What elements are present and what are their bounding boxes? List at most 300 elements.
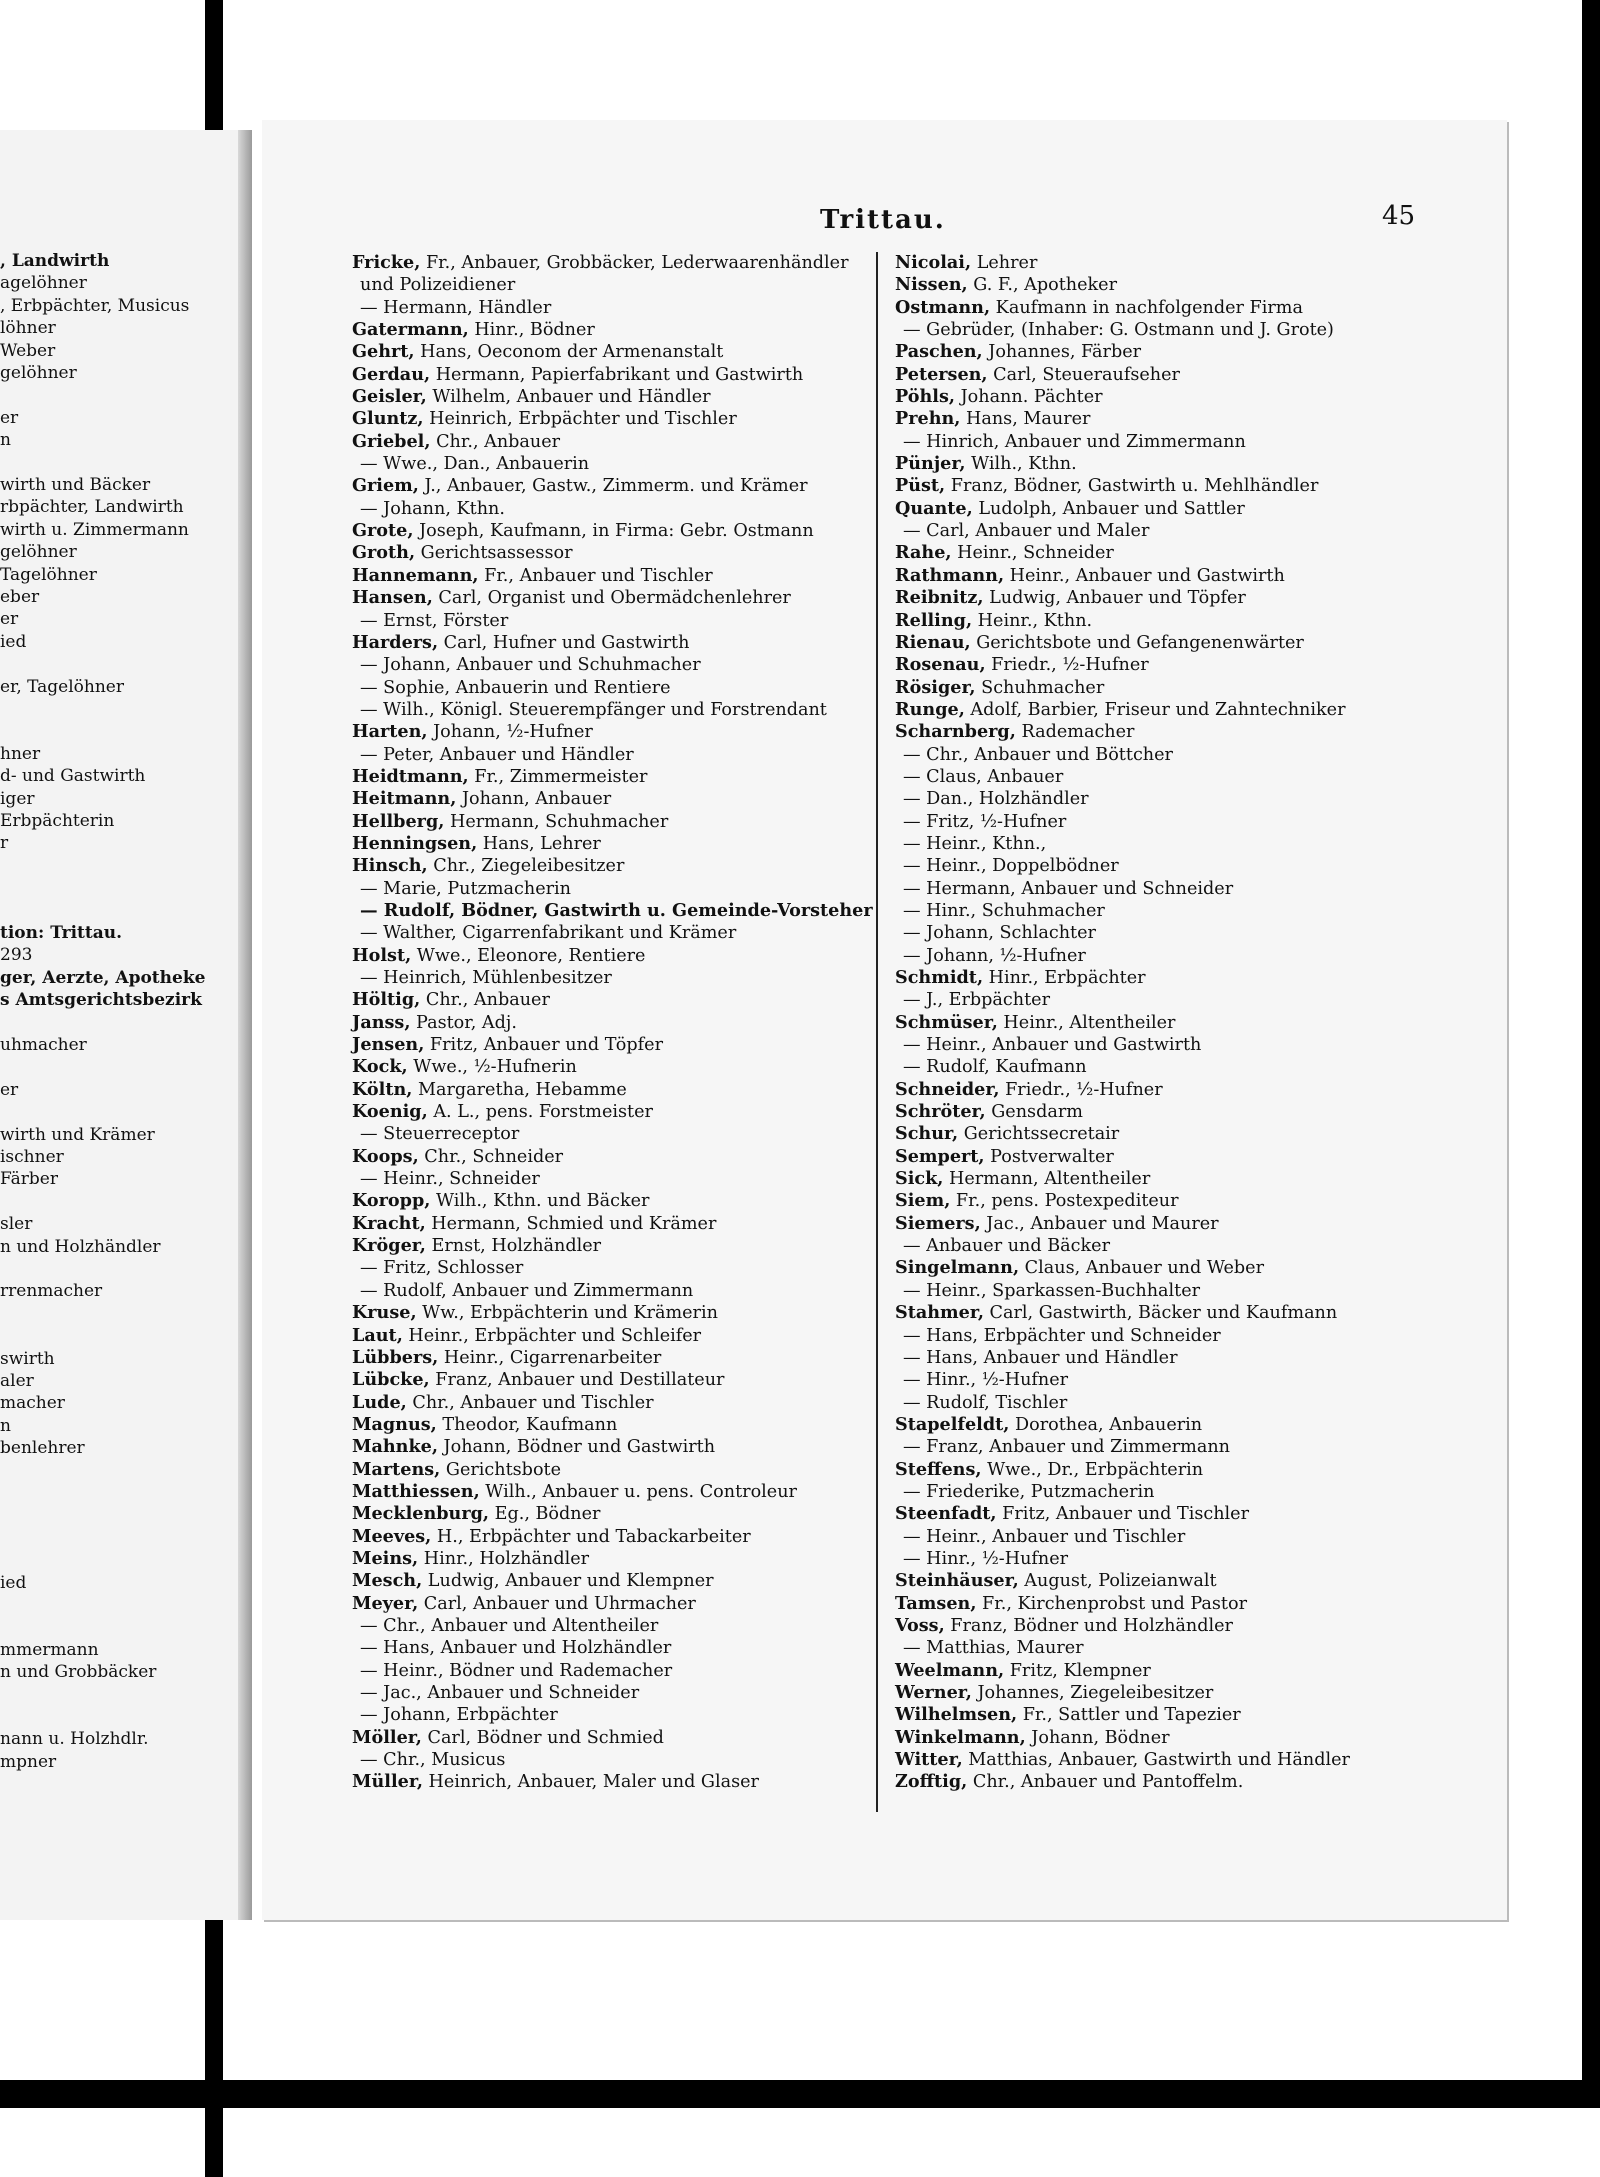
entry-surname: Kock,	[352, 1056, 408, 1078]
left-page-line: Färber	[0, 1169, 58, 1190]
left-page-line: , Erbpächter, Musicus	[0, 295, 190, 316]
entry-details: — J., Erbpächter	[903, 990, 1050, 1011]
entry-details: — Hermann, Anbauer und Schneider	[903, 878, 1234, 899]
entry-details: Ernst, Holzhändler	[425, 1236, 602, 1257]
directory-entry	[352, 297, 872, 319]
directory-entry	[895, 1123, 1415, 1145]
left-page-line: s Amtsgerichtsbezirk	[0, 990, 202, 1011]
entry-surname: Stapelfeldt,	[895, 1413, 1010, 1435]
left-page-line: agelöhner	[0, 273, 87, 294]
entry-surname: Relling,	[895, 609, 973, 631]
directory-entry	[895, 1012, 1415, 1034]
entry-surname: Janss,	[352, 1011, 411, 1033]
left-page-line: n und Grobbäcker	[0, 1662, 157, 1683]
entry-details: Heinr., Erbpächter und Schleifer	[402, 1325, 702, 1346]
directory-entry	[352, 274, 872, 296]
entry-surname: Püst,	[895, 475, 946, 497]
entry-details: — Fritz, Schlosser	[360, 1258, 524, 1279]
directory-entry	[895, 252, 1415, 274]
entry-surname: Quante,	[895, 497, 973, 519]
directory-entry	[352, 1325, 872, 1347]
entry-surname: Pöhls,	[895, 386, 955, 408]
directory-entry	[352, 364, 872, 386]
entry-details: Franz, Bödner, Gastwirth u. Mehlhändler	[945, 476, 1319, 497]
directory-entry	[895, 498, 1415, 520]
entry-surname: Rathmann,	[895, 564, 1005, 586]
directory-entry	[352, 565, 872, 587]
entry-details: Eg., Bödner	[489, 1504, 601, 1525]
left-page-line: benlehrer	[0, 1438, 85, 1459]
entry-surname: Kracht,	[352, 1212, 426, 1234]
entry-details: — Heinr., Anbauer und Gastwirth	[903, 1035, 1202, 1056]
directory-entry	[352, 1637, 872, 1659]
entry-details: Heinr., Cigarrenarbeiter	[438, 1347, 662, 1368]
directory-entry	[895, 1526, 1415, 1548]
entry-surname: Schneider,	[895, 1078, 1000, 1100]
entry-details: — Hans, Anbauer und Holzhändler	[360, 1638, 672, 1659]
directory-entry	[895, 1325, 1415, 1347]
directory-entry	[352, 341, 872, 363]
entry-details: Schuhmacher	[975, 677, 1105, 698]
entry-surname: Jensen,	[352, 1034, 425, 1056]
entry-surname: Winkelmann,	[895, 1726, 1026, 1748]
directory-entry	[352, 1235, 872, 1257]
entry-surname: Rienau,	[895, 631, 971, 653]
entry-details: Fritz, Anbauer und Tischler	[996, 1504, 1249, 1525]
directory-entry	[352, 1749, 872, 1771]
directory-entry	[352, 632, 872, 654]
directory-entry	[352, 1369, 872, 1391]
left-page-line: tion: Trittau.	[0, 923, 123, 943]
entry-details: — Hans, Erbpächter und Schneider	[903, 1325, 1221, 1346]
left-page-line: d- und Gastwirth	[0, 766, 146, 787]
directory-entry	[895, 1190, 1415, 1212]
left-page-line: r	[0, 833, 9, 854]
left-page-line: Erbpächterin	[0, 811, 115, 831]
directory-entry	[352, 520, 872, 542]
left-page-line: er, Tagelöhner	[0, 676, 124, 697]
entry-surname: Magnus,	[352, 1413, 437, 1435]
entry-details: — Friederike, Putzmacherin	[903, 1481, 1155, 1502]
directory-column-1	[352, 252, 872, 1794]
entry-details: Carl, Organist und Obermädchenlehrer	[432, 588, 791, 609]
entry-surname: Rösiger,	[895, 676, 976, 698]
entry-details: Carl, Anbauer und Uhrmacher	[418, 1593, 696, 1614]
entry-details: — Carl, Anbauer und Maler	[903, 521, 1150, 542]
directory-entry	[895, 542, 1415, 564]
entry-details: Ludwig, Anbauer und Klempner	[422, 1571, 714, 1592]
entry-details: — Rudolf, Bödner, Gastwirth u. Gemeinde-Vorsteher	[360, 899, 873, 921]
left-page-line: er	[0, 1079, 19, 1100]
directory-entry	[352, 766, 872, 788]
entry-details: Pastor, Adj.	[410, 1012, 517, 1033]
entry-surname: Wilhelmsen,	[895, 1704, 1018, 1726]
entry-details: Joseph, Kaufmann, in Firma: Gebr. Ostmann	[413, 521, 814, 542]
entry-details: — Johann, Anbauer und Schuhmacher	[360, 655, 701, 676]
entry-surname: Schmidt,	[895, 967, 984, 988]
entry-surname: Holst,	[352, 944, 412, 966]
entry-surname: Griebel,	[352, 430, 431, 452]
directory-entry	[895, 632, 1415, 654]
entry-surname: Schröter,	[895, 1101, 986, 1123]
entry-surname: Meyer,	[352, 1592, 419, 1614]
directory-entry	[895, 1302, 1415, 1324]
left-page-line: iger	[0, 788, 35, 809]
entry-details: Hans, Lehrer	[477, 833, 601, 854]
directory-entry	[895, 1213, 1415, 1235]
entry-surname: Fricke,	[352, 252, 421, 273]
directory-entry	[895, 1101, 1415, 1123]
entry-details: Johannes, Ziegeleibesitzer	[971, 1683, 1214, 1703]
entry-surname: Siemers,	[895, 1212, 981, 1234]
directory-entry	[895, 1436, 1415, 1458]
entry-details: Fr., pens. Postexpediteur	[950, 1191, 1179, 1212]
directory-entry	[352, 587, 872, 609]
entry-surname: Kröger,	[352, 1235, 426, 1257]
entry-surname: Heitmann,	[352, 788, 457, 810]
directory-entry	[352, 1168, 872, 1190]
directory-entry	[895, 1034, 1415, 1056]
left-page-line: mmermann	[0, 1639, 99, 1660]
entry-details: Chr., Anbauer und Pantoffelm.	[967, 1772, 1244, 1793]
entry-details: Wilh., Kthn. und Bäcker	[430, 1191, 650, 1212]
entry-details: — Hermann, Händler	[360, 297, 552, 318]
directory-entry	[895, 453, 1415, 475]
directory-entry	[352, 900, 872, 922]
entry-details: — Jac., Anbauer und Schneider	[360, 1683, 640, 1703]
entry-details: Johann, Anbauer	[456, 789, 612, 810]
directory-entry	[895, 1459, 1415, 1481]
entry-details: Franz, Bödner und Holzhändler	[944, 1615, 1233, 1636]
directory-entry	[352, 1101, 872, 1123]
directory-entry	[895, 967, 1415, 989]
entry-details: Carl, Bödner und Schmied	[421, 1727, 664, 1748]
entry-surname: Hansen,	[352, 587, 433, 609]
directory-entry	[352, 833, 872, 855]
entry-surname: Hannemann,	[352, 564, 479, 586]
scan-border-bottom	[0, 2080, 1600, 2108]
directory-entry	[352, 408, 872, 430]
directory-entry	[352, 319, 872, 341]
entry-details: Wwe., Eleonore, Rentiere	[411, 945, 646, 966]
entry-details: Matthias, Anbauer, Gastwirth und Händler	[962, 1750, 1350, 1771]
entry-surname: Hellberg,	[352, 810, 445, 832]
directory-entry	[352, 1771, 872, 1793]
entry-details: — Johann, ½-Hufner	[903, 945, 1086, 966]
entry-surname: Nissen,	[895, 274, 968, 296]
left-page-line: ied	[0, 1572, 27, 1593]
entry-details: — Peter, Anbauer und Händler	[360, 744, 634, 765]
directory-entry	[895, 945, 1415, 967]
directory-entry	[352, 386, 872, 408]
entry-details: Chr., Anbauer	[420, 990, 550, 1011]
entry-details: — Hinrich, Anbauer und Zimmermann	[903, 431, 1246, 452]
directory-entry	[352, 744, 872, 766]
directory-entry	[352, 699, 872, 721]
directory-entry	[895, 1593, 1415, 1615]
entry-details: Hermann, Papierfabrikant und Gastwirth	[430, 364, 804, 385]
entry-details: Wilh., Kthn.	[965, 454, 1077, 475]
entry-details: J., Anbauer, Gastw., Zimmerm. und Krämer	[418, 476, 808, 497]
directory-entry	[352, 989, 872, 1011]
entry-details: Fritz, Anbauer und Töpfer	[424, 1035, 663, 1056]
entry-details: H., Erbpächter und Tabackarbeiter	[431, 1526, 751, 1547]
left-page-line: Weber	[0, 340, 56, 361]
left-page-line: rbpächter, Landwirth	[0, 497, 184, 518]
entry-surname: Geisler,	[352, 386, 427, 408]
directory-entry	[352, 1727, 872, 1749]
entry-details: Rademacher	[1015, 722, 1135, 743]
directory-entry	[352, 475, 872, 497]
directory-entry	[895, 1347, 1415, 1369]
directory-entry	[352, 610, 872, 632]
directory-entry	[352, 1704, 872, 1726]
directory-entry	[352, 1392, 872, 1414]
entry-details: Jac., Anbauer und Maurer	[980, 1213, 1219, 1234]
book-gutter	[238, 130, 252, 1920]
entry-details: — Heinr., Doppelbödner	[903, 856, 1119, 877]
directory-entry	[895, 1079, 1415, 1101]
directory-entry	[352, 453, 872, 475]
entry-details: Heinr., Anbauer und Gastwirth	[1004, 565, 1285, 586]
entry-surname: Harten,	[352, 721, 428, 743]
left-page-line: n	[0, 430, 11, 451]
entry-surname: Stahmer,	[895, 1302, 984, 1324]
entry-details: Fr., Zimmermeister	[468, 766, 648, 787]
entry-surname: Gerdau,	[352, 363, 431, 385]
entry-details: Chr., Anbauer	[430, 431, 561, 452]
directory-entry	[352, 1079, 872, 1101]
left-page-line: n	[0, 1415, 11, 1436]
entry-details: — Sophie, Anbauerin und Rentiere	[360, 677, 671, 698]
directory-entry	[895, 1414, 1415, 1436]
entry-details: Wwe., ½-Hufnerin	[407, 1057, 577, 1078]
directory-entry	[895, 1280, 1415, 1302]
entry-details: — Steuerreceptor	[360, 1124, 520, 1145]
directory-entry	[352, 252, 872, 274]
left-page-line: rrenmacher	[0, 1281, 103, 1302]
directory-entry	[352, 1682, 872, 1704]
directory-entry	[352, 922, 872, 944]
entry-details: Gensdarm	[985, 1102, 1083, 1123]
page-number: 45	[1382, 201, 1416, 231]
entry-details: Hinr., Holzhändler	[418, 1548, 590, 1569]
directory-entry	[352, 498, 872, 520]
entry-details: Gerichtsbote	[440, 1459, 562, 1480]
column-divider	[876, 252, 878, 1812]
entry-details: Ludwig, Anbauer und Töpfer	[983, 588, 1246, 609]
entry-surname: Groth,	[352, 542, 416, 564]
entry-details: Hans, Maurer	[960, 409, 1091, 430]
directory-entry	[895, 1570, 1415, 1592]
entry-surname: Koops,	[352, 1145, 419, 1167]
entry-details: — Walther, Cigarrenfabrikant und Krämer	[360, 923, 737, 944]
entry-surname: Schur,	[895, 1123, 959, 1145]
directory-entry	[895, 565, 1415, 587]
directory-entry	[352, 1123, 872, 1145]
directory-entry	[895, 677, 1415, 699]
entry-details: Gerichtsassessor	[415, 543, 573, 564]
directory-entry	[895, 1481, 1415, 1503]
directory-entry	[352, 1593, 872, 1615]
entry-details: Carl, Steueraufseher	[987, 364, 1180, 385]
entry-surname: Koropp,	[352, 1190, 431, 1212]
entry-details: Hinr., Erbpächter	[983, 968, 1146, 988]
entry-surname: Laut,	[352, 1324, 403, 1346]
entry-surname: Petersen,	[895, 363, 988, 385]
entry-details: — Hinr., Schuhmacher	[903, 900, 1105, 921]
directory-entry	[352, 878, 872, 900]
entry-surname: Martens,	[352, 1458, 441, 1480]
entry-details: — Dan., Holzhändler	[903, 789, 1089, 810]
entry-details: Fr., Sattler und Tapezier	[1017, 1705, 1241, 1726]
left-page-line: er	[0, 407, 19, 428]
left-page-line: eber	[0, 587, 40, 607]
entry-surname: Rosenau,	[895, 654, 986, 676]
directory-entry	[895, 475, 1415, 497]
directory-entry	[895, 520, 1415, 542]
directory-entry	[352, 542, 872, 564]
entry-surname: Lübbers,	[352, 1346, 439, 1368]
directory-entry	[895, 989, 1415, 1011]
entry-details: Wwe., Dr., Erbpächterin	[981, 1459, 1204, 1480]
directory-entry	[895, 811, 1415, 833]
directory-entry	[352, 431, 872, 453]
entry-surname: Mahnke,	[352, 1436, 438, 1458]
entry-details: — Heinr., Bödner und Rademacher	[360, 1660, 673, 1681]
directory-entry	[352, 1347, 872, 1369]
entry-details: Johann. Pächter	[955, 387, 1103, 408]
entry-details: — Heinr., Sparkassen-Buchhalter	[903, 1280, 1201, 1301]
entry-details: — Chr., Anbauer und Altentheiler	[360, 1615, 659, 1636]
directory-entry	[895, 1168, 1415, 1190]
entry-surname: Tamsen,	[895, 1592, 977, 1614]
entry-surname: Schmüser,	[895, 1011, 998, 1033]
entry-surname: Kruse,	[352, 1302, 417, 1324]
entry-surname: Paschen,	[895, 341, 983, 363]
entry-details: — Johann, Kthn.	[360, 498, 505, 519]
directory-entry	[895, 721, 1415, 743]
entry-details: Johann, ½-Hufner	[427, 722, 593, 743]
left-page-line: ied	[0, 631, 27, 652]
directory-entry	[352, 1146, 872, 1168]
left-page-line: swirth	[0, 1348, 55, 1369]
directory-entry	[895, 1637, 1415, 1659]
directory-entry	[895, 1056, 1415, 1078]
entry-details: Hermann, Schmied und Krämer	[425, 1213, 717, 1234]
entry-details: Wilh., Anbauer u. pens. Controleur	[479, 1481, 797, 1502]
left-page-line: wirth und Bäcker	[0, 475, 151, 495]
entry-details: — Heinr., Schneider	[360, 1169, 540, 1190]
left-page-line: mpner	[0, 1751, 57, 1772]
directory-entry	[352, 1503, 872, 1525]
entry-surname: Matthiessen,	[352, 1480, 480, 1502]
entry-surname: Müller,	[352, 1771, 423, 1793]
directory-entry	[895, 1369, 1415, 1391]
directory-column-2	[895, 252, 1415, 1794]
left-page-fragment	[0, 130, 252, 1920]
entry-details: — Rudolf, Tischler	[903, 1392, 1068, 1413]
entry-surname: Reibnitz,	[895, 587, 984, 609]
entry-details: Chr., Schneider	[418, 1146, 564, 1167]
entry-surname: Höltig,	[352, 989, 421, 1011]
entry-details: — Franz, Anbauer und Zimmermann	[903, 1437, 1231, 1458]
directory-entry	[352, 1459, 872, 1481]
entry-details: — Hinr., ½-Hufner	[903, 1548, 1069, 1569]
directory-entry	[352, 1570, 872, 1592]
entry-surname: Sick,	[895, 1168, 944, 1190]
entry-details: Ludolph, Anbauer und Sattler	[972, 498, 1245, 519]
directory-entry	[895, 654, 1415, 676]
entry-details: Dorothea, Anbauerin	[1009, 1414, 1203, 1435]
entry-details: Theodor, Kaufmann	[436, 1414, 618, 1435]
left-page-line: 293	[0, 945, 33, 966]
entry-details: — Heinr., Anbauer und Tischler	[903, 1526, 1186, 1547]
entry-surname: Scharnberg,	[895, 721, 1016, 743]
directory-entry	[352, 1257, 872, 1279]
entry-details: — Chr., Anbauer und Böttcher	[903, 744, 1173, 765]
entry-details: Heinr., Kthn.	[972, 610, 1093, 631]
entry-details: — Chr., Musicus	[360, 1750, 506, 1771]
entry-details: — Marie, Putzmacherin	[360, 878, 571, 899]
entry-details: Hinr., Bödner	[468, 320, 595, 341]
directory-entry	[352, 1056, 872, 1078]
entry-details: — Rudolf, Anbauer und Zimmermann	[360, 1280, 694, 1301]
entry-surname: Heidtmann,	[352, 765, 469, 787]
directory-entry	[352, 1414, 872, 1436]
directory-entry	[895, 1548, 1415, 1570]
directory-entry	[895, 408, 1415, 430]
directory-entry	[895, 1615, 1415, 1637]
entry-details: Gerichtsbote und Gefangenenwärter	[970, 632, 1304, 653]
left-page-line: ischner	[0, 1147, 64, 1167]
directory-entry	[895, 431, 1415, 453]
left-page-line: gelöhner	[0, 363, 77, 383]
entry-surname: Henningsen,	[352, 832, 478, 854]
entry-surname: Hinsch,	[352, 855, 428, 877]
entry-details: A. L., pens. Forstmeister	[427, 1102, 653, 1123]
entry-details: Friedr., ½-Hufner	[985, 655, 1149, 676]
entry-details: Wilhelm, Anbauer und Händler	[426, 387, 711, 408]
entry-details: Hermann, Schuhmacher	[444, 811, 669, 832]
left-page-line: macher	[0, 1393, 65, 1414]
entry-details: — Matthias, Maurer	[903, 1638, 1084, 1659]
entry-details: — Hans, Anbauer und Händler	[903, 1347, 1178, 1368]
directory-entry	[895, 1682, 1415, 1704]
entry-surname: Gatermann,	[352, 319, 469, 341]
entry-details: Heinr., Schneider	[951, 543, 1114, 564]
entry-surname: Steenfadt,	[895, 1503, 997, 1525]
directory-entry	[352, 1034, 872, 1056]
entry-surname: Mesch,	[352, 1570, 423, 1592]
left-page-line: hner	[0, 743, 41, 764]
directory-entry	[352, 1481, 872, 1503]
entry-details: Johann, Bödner und Gastwirth	[437, 1437, 716, 1458]
entry-details: — Wilh., Königl. Steuerempfänger und Forstrendant	[360, 699, 827, 720]
entry-surname: Mecklenburg,	[352, 1503, 490, 1525]
directory-entry	[895, 1257, 1415, 1279]
entry-details: G. F., Apotheker	[967, 275, 1117, 296]
entry-surname: Prehn,	[895, 408, 961, 430]
entry-surname: Meins,	[352, 1547, 419, 1569]
directory-entry	[352, 1548, 872, 1570]
directory-entry	[895, 1771, 1415, 1793]
entry-details: Franz, Anbauer und Destillateur	[429, 1370, 725, 1391]
directory-entry	[352, 654, 872, 676]
entry-surname: Gluntz,	[352, 408, 424, 430]
entry-details: Chr., Ziegeleibesitzer	[427, 856, 625, 877]
entry-details: — Gebrüder, (Inhaber: G. Ostmann und J. Grote)	[903, 320, 1334, 341]
